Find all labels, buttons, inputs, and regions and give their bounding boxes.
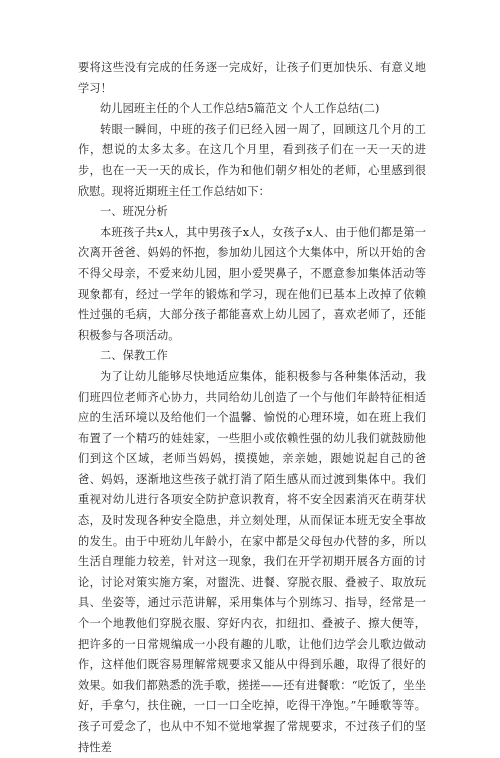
section2-heading: 二、保教工作 [100,349,168,363]
intro-paragraph: 转眼一瞬间，中班的孩子们已经入园一周了，回顾这几个月的工作，想说的太多太多。在这几个月里，看到孩子们在一天一天的进步，也在一天一天的成长，作为和他们朝夕相处的老师，心里感到很欣慰。现将近期班主任工作总结如下： [78,122,426,198]
section2-paragraph: 为了让幼儿能够尽快地适应集体，能积极参与各种集体活动，我们班四位老师齐心协力，共同给幼儿创造了一个与他们年龄特征相适应的生活环境以及给他们一个温馨、愉悦的心理环境，如在班上我们布置了一个精巧的娃娃家，一些胆小或依赖性强的幼儿我们就鼓励他们到这个区域，老师当妈妈，摸摸她，亲亲她，跟她说起自己的爸爸、妈妈，逐渐地这些孩子就打消了陌生感从而过渡到集体中。我们重视对幼儿进行各项安全防护意识教育，将不安全因素消灭在萌芽状态，及时发现各种安全隐患，并立刻处理，从而保证本班无安全事故的发生。由于中班幼儿年龄小，在家中都是父母包办代替的多，所以生活自理能力较差，针对这一现象，我们在开学初期开展各方面的讨论，讨论对策实施方案，对盥洗、进餐、穿脱衣服、叠被子、取放玩具、坐姿等，通过示范讲解，采用集体与个别练习、指导，经常是一个一个地教他们穿脱衣服、穿好内衣，扣纽扣、叠被子、擦大便等，把许多的一日常规编成一小段有趣的儿歌，让他们边学会儿歌边做动作，这样他们既容易理解常规要求又能从中得到乐趣，取得了很好的效果。如我们都熟悉的洗手歌，搓搓——还有进餐歌：“吃饭了，坐坐好，手拿勺，扶住碗，一口一口全吃掉，吃得干净饱。”午睡歌等等。孩子可爱念了，也从中不知不觉地掌握了常规要求，不过孩子们的坚持性差 [78,369,426,754]
document-body [78,58,426,758]
section1-heading: 一、班况分析 [100,205,168,219]
section1-paragraph: 本班孩子共x人，其中男孩子x人，女孩子x人、由于他们都是第一次离开爸爸、妈妈的怀抱，参加幼儿园这个大集体中，所以开始的舍不得父母亲，不爱来幼儿园，胆小爱哭鼻子，不愿意参加集体活动等现象都有，经过一学年的锻炼和学习，现在他们已基本上改掉了依赖性过强的毛病，大部分孩子都能喜欢上幼儿园了，喜欢老师了，还能积极参与各项活动。 [78,225,426,342]
opening-line: 要将这些没有完成的任务逐一完成好，让孩子们更加快乐、有意义地学习！ [78,61,426,95]
section-title: 幼儿园班主任的个人工作总结5篇范文 个人工作总结(二) [100,102,380,116]
